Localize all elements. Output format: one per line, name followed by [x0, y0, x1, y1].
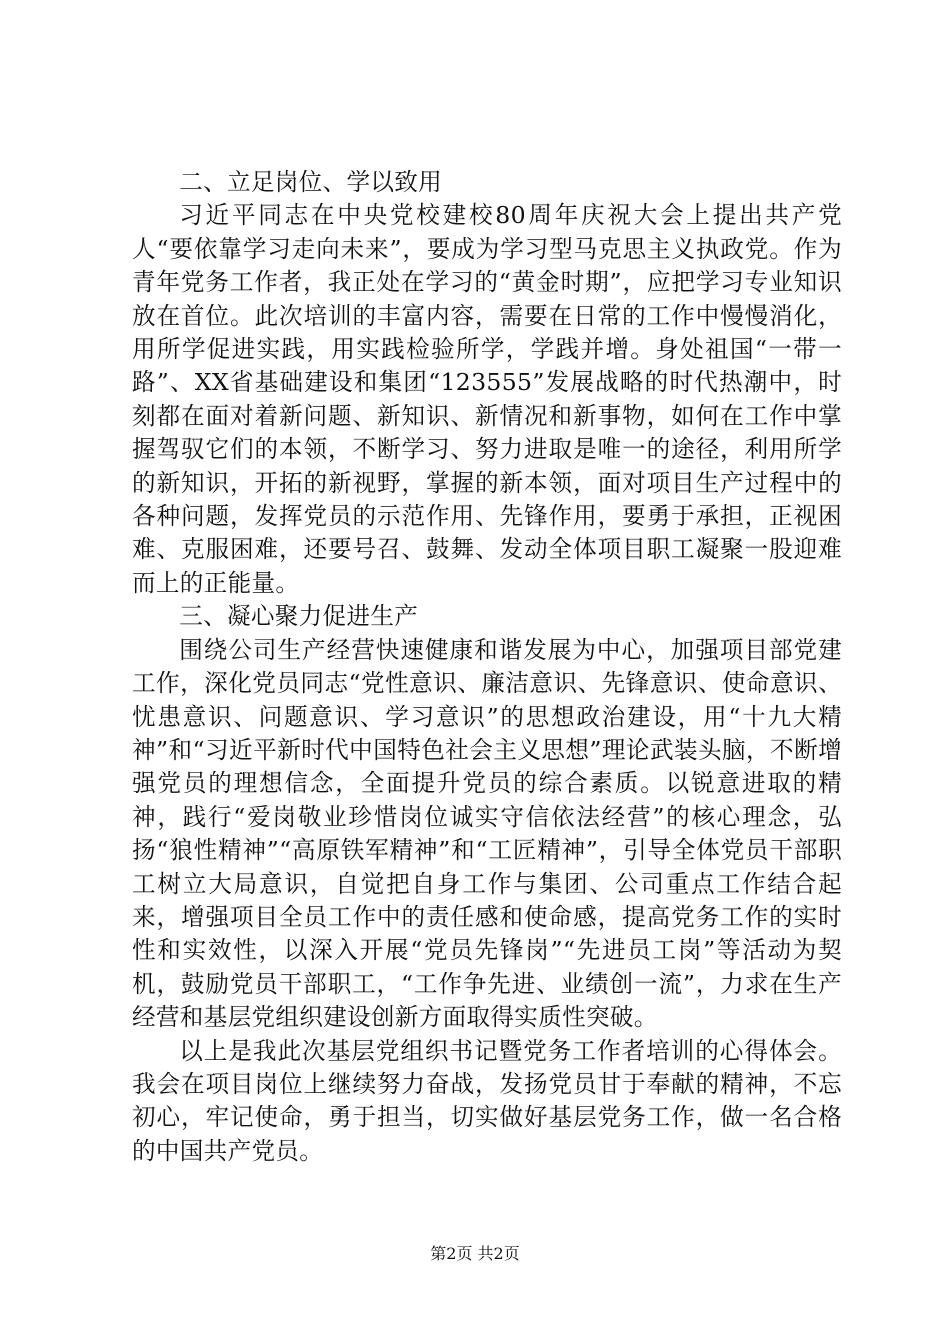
section-paragraph-2: 习近平同志在中央党校建校80周年庆祝大会上提出共产党人“要依靠学习走向未来”，要成为学习型马克思主义执政党。作为青年党务工作者，我正处在学习的“黄金时期”，应把学习专业知识放在首位。此次培训的丰富内容，需要在日常的工作中慢慢消化，用所学促进实践，用实践检验所学，学践并增。身处祖国“一带一路”、XX省基础建设和集团“123555”发展战略的时代热潮中，时刻都在面对着新问题、新知识、新情况和新事物，如何在工作中掌握驾驭它们的本领，不断学习、努力进取是唯一的途径，利用所学的新知识，开拓的新视野，掌握的新本领，面对项目生产过程中的各种问题，发挥党员的示范作用、先锋作用，要勇于承担，正视困难、克服困难，还要号召、鼓舞、发动全体项目职工凝聚一股迎难而上的正能量。: [132, 201, 842, 597]
section-paragraph-3: 围绕公司生产经营快速健康和谐发展为中心，加强项目部党建工作，深化党员同志“党性意识、廉洁意识、先锋意识、使命意识、忧患意识、问题意识、学习意识”的思想政治建设，用“十九大精神”和“习近平新时代中国特色社会主义思想”理论武装头脑，不断增强党员的理想信念，全面提升党员的综合素质。以锐意进取的精神，践行“爱岗敬业珍惜岗位诚实守信依法经营”的核心理念，弘扬“狼性精神”“高原铁军精神”和“工匠精神”，引导全体党员干部职工树立大局意识，自觉把自身工作与集团、公司重点工作结合起来，增强项目全员工作中的责任感和使命感，提高党务工作的实时性和实效性，以深入开展“党员先锋岗”“先进员工岗”等活动为契机，鼓励党员干部职工，“工作争先进、业绩创一流”，力求在生产经营和基层党组织建设创新方面取得实质性突破。: [132, 635, 842, 1032]
page-number-footer: 第2页 共2页: [430, 1244, 520, 1263]
section-heading-3: 三、凝心聚力促进生产: [179, 602, 419, 631]
closing-paragraph: 以上是我此次基层党组织书记暨党务工作者培训的心得体会。我会在项目岗位上继续努力奋战，发扬党员甘于奉献的精神，不忘初心，牢记使命，勇于担当，切实做好基层党务工作，做一名合格的中国共产党员。: [132, 1036, 842, 1165]
section-heading-2: 二、立足岗位、学以致用: [179, 168, 443, 196]
document-body: [132, 166, 842, 1168]
